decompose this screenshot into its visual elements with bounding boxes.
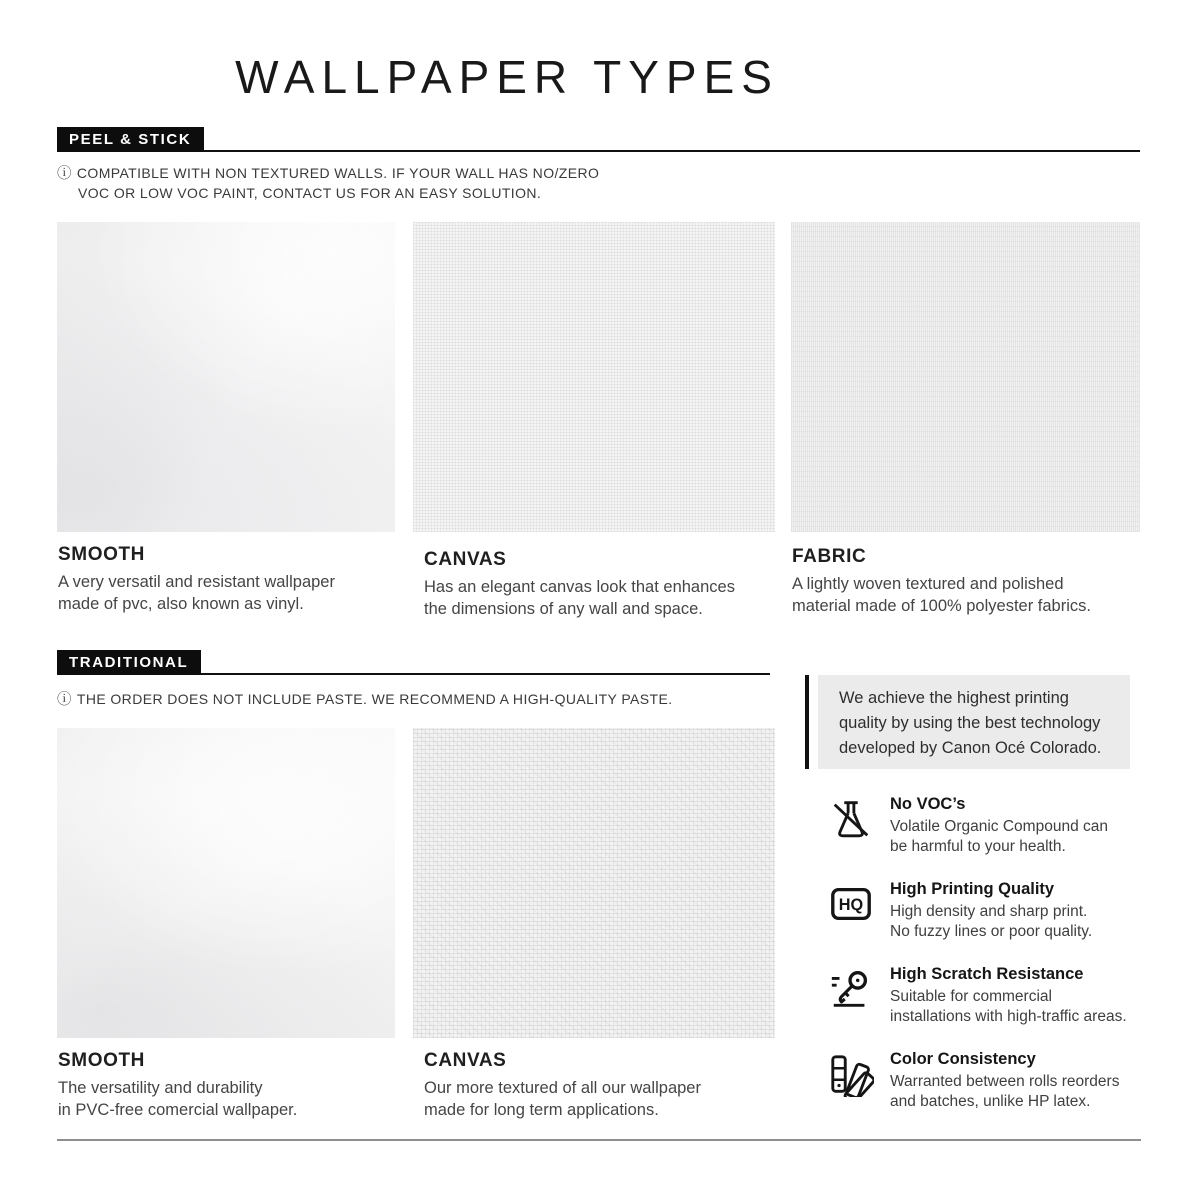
feature-line: installations with high-traffic areas. [890, 1008, 1127, 1025]
info-icon: ⓘ [57, 692, 72, 708]
fabric-texture-noise [791, 222, 1140, 532]
feature-line: Suitable for commercial [890, 988, 1052, 1005]
caption-line: A very versatil and resistant wallpaper [58, 573, 335, 591]
feature-body-scratch-resistance [890, 987, 1140, 1027]
swatch-fabric-peel [791, 222, 1140, 532]
feature-body-color-consistency [890, 1072, 1140, 1112]
caption-line: made for long term applications. [424, 1100, 659, 1119]
info-icon: ⓘ [57, 166, 72, 182]
peel-stick-note-line1: COMPATIBLE WITH NON TEXTURED WALLS. IF YOUR WALL HAS NO/ZERO [76, 165, 600, 181]
hq-badge-text: HQ [838, 896, 864, 915]
feature-body-no-voc [890, 817, 1140, 857]
caption-body-canvas-peel [424, 577, 735, 620]
caption-body-smooth-traditional [58, 1078, 297, 1121]
caption-body-smooth-peel [58, 572, 335, 615]
caption-line: the dimensions of any wall and space. [424, 599, 703, 618]
caption-line: Our more textured of all our wallpaper [424, 1079, 701, 1097]
quality-panel-accent-bar [805, 675, 809, 769]
caption-body-canvas-traditional [424, 1078, 701, 1121]
traditional-section-label: TRADITIONAL [57, 650, 201, 675]
peel-stick-section-label: PEEL & STICK [57, 127, 204, 152]
canvas-texture-noise [413, 222, 775, 532]
bottom-divider-rule [57, 1139, 1141, 1141]
quality-intro-line: We achieve the highest printing [839, 689, 1069, 707]
no-voc-flask-icon [828, 796, 874, 842]
swatch-smooth-traditional [57, 728, 395, 1038]
caption-title-canvas-traditional: CANVAS [424, 1050, 507, 1071]
feature-title-color-consistency: Color Consistency [890, 1050, 1036, 1068]
caption-line: The versatility and durability [58, 1079, 263, 1097]
peel-stick-note [57, 164, 599, 203]
feature-line: Warranted between rolls reorders [890, 1073, 1120, 1090]
traditional-note-line: THE ORDER DOES NOT INCLUDE PASTE. WE RECOMMEND A HIGH-QUALITY PASTE. [76, 691, 673, 707]
caption-title-smooth-traditional: SMOOTH [58, 1050, 145, 1071]
page-title: WALLPAPER TYPES [235, 51, 779, 103]
caption-line: in PVC-free comercial wallpaper. [58, 1100, 298, 1119]
canvas-texture-noise [413, 728, 775, 1038]
caption-line: A lightly woven textured and polished [792, 575, 1064, 593]
color-swatch-fan-icon [828, 1051, 874, 1097]
hq-badge-icon [828, 881, 874, 927]
caption-title-canvas-peel: CANVAS [424, 549, 507, 570]
swatch-smooth-peel [57, 222, 395, 532]
feature-line: be harmful to your health. [890, 838, 1066, 855]
feature-line: and batches, unlike HP latex. [890, 1093, 1091, 1110]
feature-title-no-voc: No VOC’s [890, 795, 966, 813]
traditional-section-rule [57, 650, 770, 675]
scratch-key-icon [828, 966, 874, 1012]
caption-line: material made of 100% polyester fabrics. [792, 596, 1091, 615]
feature-title-printing-quality: High Printing Quality [890, 880, 1055, 898]
caption-line: made of pvc, also known as vinyl. [58, 594, 304, 613]
caption-title-smooth-peel: SMOOTH [58, 544, 145, 565]
swatch-canvas-traditional [413, 728, 775, 1038]
caption-title-fabric-peel: FABRIC [792, 546, 867, 567]
smooth-texture-noise [57, 222, 395, 532]
traditional-note [57, 690, 673, 710]
caption-line: Has an elegant canvas look that enhances [424, 578, 735, 596]
peel-stick-note-line2: VOC OR LOW VOC PAINT, CONTACT US FOR AN EASY SOLUTION. [78, 185, 542, 201]
feature-title-scratch-resistance: High Scratch Resistance [890, 965, 1084, 983]
smooth-texture-noise [57, 728, 395, 1038]
quality-intro-line: developed by Canon Océ Colorado. [839, 739, 1102, 757]
caption-body-fabric-peel [792, 574, 1091, 617]
feature-line: High density and sharp print. [890, 903, 1088, 920]
quality-panel-intro [818, 675, 1130, 769]
swatch-canvas-peel [413, 222, 775, 532]
feature-line: Volatile Organic Compound can [890, 818, 1108, 835]
feature-body-printing-quality [890, 902, 1140, 942]
peel-stick-section-rule [57, 127, 1140, 152]
quality-intro-line: quality by using the best technology [839, 714, 1101, 732]
feature-line: No fuzzy lines or poor quality. [890, 923, 1093, 940]
